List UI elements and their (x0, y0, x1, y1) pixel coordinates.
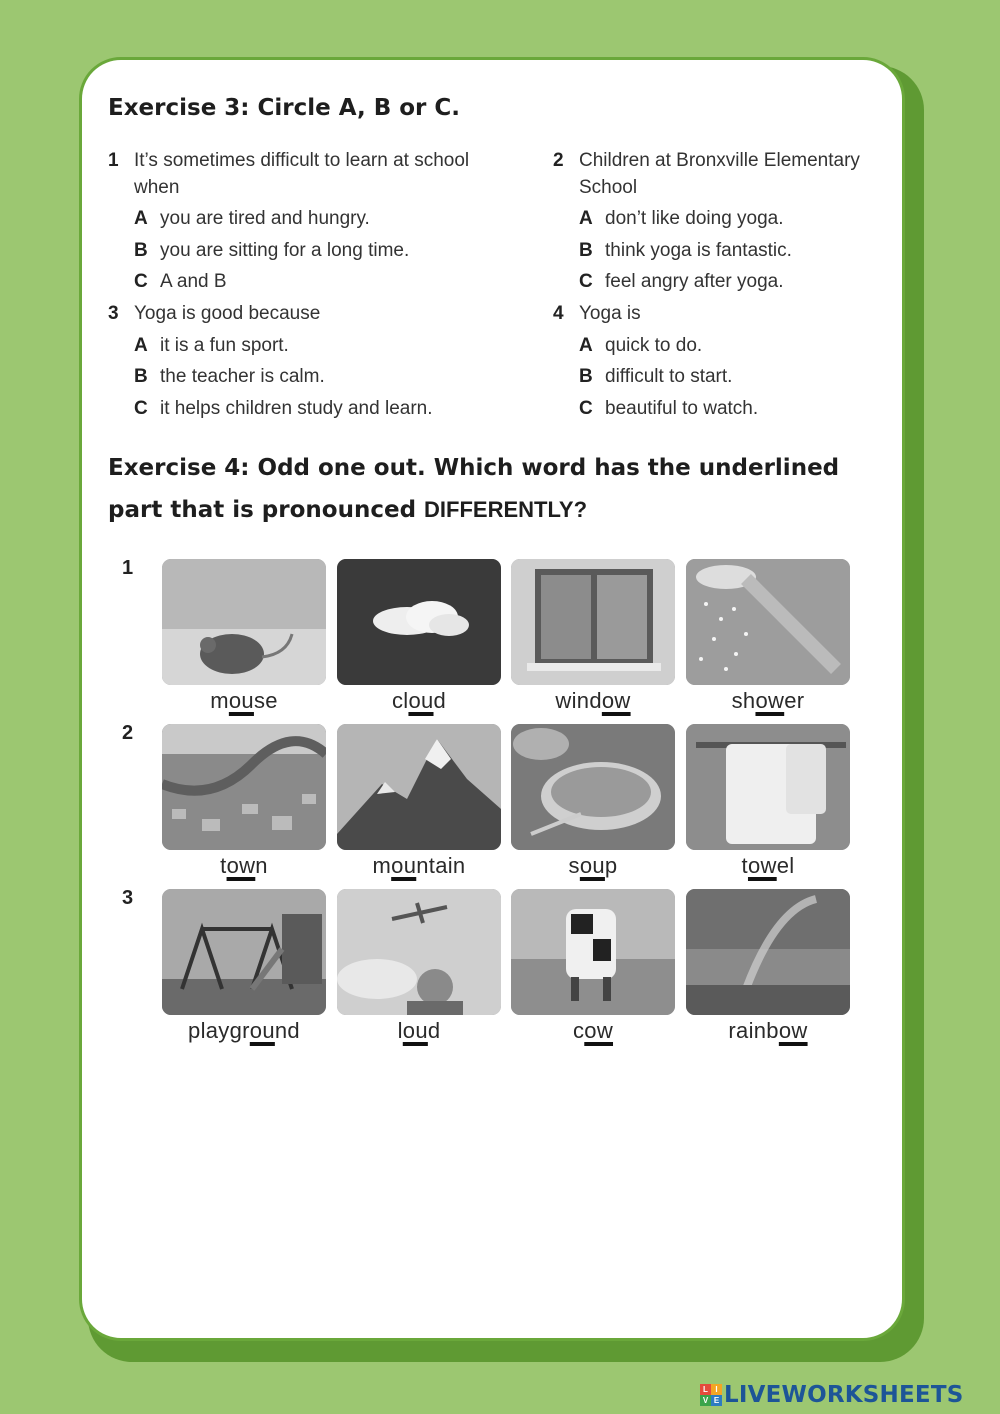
option-text: feel angry after yoga. (605, 271, 784, 292)
exercise4-title-line2 (108, 489, 587, 531)
exercise4-title-text: part that is pronounced (108, 497, 425, 523)
option-a[interactable] (579, 332, 702, 359)
underlined-part: ow (778, 1018, 808, 1043)
word-part: playgr (188, 1018, 250, 1043)
photo-graphic (337, 559, 501, 685)
row-number: 3 (122, 887, 134, 909)
logo-letter: L (700, 1384, 711, 1395)
soup-photo[interactable] (511, 724, 675, 850)
underlined-part: ou (249, 1018, 275, 1043)
liveworksheets-logo (700, 1378, 963, 1412)
mountain-photo[interactable] (337, 724, 501, 850)
option-b[interactable] (579, 363, 732, 390)
word-part: m (372, 853, 392, 878)
question-stem: Children at Bronxville Elementary School (579, 150, 860, 198)
cloud-photo[interactable] (337, 559, 501, 685)
option-letter: C (579, 398, 593, 419)
option-text: the teacher is calm. (160, 366, 325, 387)
option-c[interactable] (579, 268, 784, 295)
photo-graphic (686, 889, 850, 1015)
photo-graphic (686, 724, 850, 850)
word-part: rainb (728, 1018, 779, 1043)
row-number: 1 (122, 557, 134, 579)
word-part: er (784, 688, 805, 713)
underlined-part: ow (747, 853, 777, 878)
option-c[interactable] (134, 268, 227, 295)
mouse-photo[interactable] (162, 559, 326, 685)
photo-graphic (337, 724, 501, 850)
word-part: p (604, 853, 618, 878)
underlined-part: ow (226, 853, 256, 878)
word-part: m (210, 688, 229, 713)
underlined-part: ou (402, 1018, 428, 1043)
word-label[interactable] (511, 688, 675, 714)
underlined-part: ou (228, 688, 254, 713)
word-part: d (433, 688, 447, 713)
word-label[interactable] (686, 853, 850, 879)
option-text: don’t like doing yoga. (605, 208, 784, 229)
word-label[interactable] (686, 1018, 850, 1044)
word-part: nd (274, 1018, 300, 1043)
word-label[interactable] (337, 1018, 501, 1044)
option-b[interactable] (134, 237, 409, 264)
shower-photo[interactable] (686, 559, 850, 685)
underlined-part: ow (601, 688, 631, 713)
word-part: l (397, 1018, 403, 1043)
question-number: 1 (108, 150, 119, 171)
playground-photo[interactable] (162, 889, 326, 1015)
question-stem: Yoga is (579, 303, 641, 324)
photo-graphic (686, 559, 850, 685)
photo-graphic (162, 559, 326, 685)
option-letter: B (134, 240, 148, 261)
question-number: 2 (553, 150, 564, 171)
option-b[interactable] (134, 363, 325, 390)
option-letter: C (579, 271, 593, 292)
photo-graphic (337, 889, 501, 1015)
option-c[interactable] (134, 395, 433, 422)
window-photo[interactable] (511, 559, 675, 685)
underlined-part: ow (755, 688, 785, 713)
photo-graphic (162, 724, 326, 850)
word-label[interactable] (511, 1018, 675, 1044)
word-part: se (253, 688, 278, 713)
question-stem: It’s sometimes difficult to learn at school when (134, 150, 470, 198)
underlined-part: ou (408, 688, 434, 713)
word-part: n (255, 853, 268, 878)
option-text: difficult to start. (605, 366, 733, 387)
cow-photo[interactable] (511, 889, 675, 1015)
photo-graphic (511, 724, 675, 850)
photo-graphic (511, 559, 675, 685)
underlined-part: ou (391, 853, 417, 878)
logo-letter: E (711, 1395, 722, 1406)
option-a[interactable] (134, 205, 370, 232)
town-photo[interactable] (162, 724, 326, 850)
option-text: you are sitting for a long time. (160, 240, 410, 261)
option-letter: A (579, 335, 593, 356)
word-part: s (568, 853, 580, 878)
question-number: 4 (553, 303, 564, 324)
option-letter: B (579, 240, 593, 261)
word-part: ntain (416, 853, 466, 878)
option-letter: B (134, 366, 148, 387)
word-part: t (741, 853, 748, 878)
word-part: wind (555, 688, 602, 713)
photo-graphic (511, 889, 675, 1015)
word-part: cl (391, 688, 409, 713)
word-label[interactable] (162, 853, 326, 879)
word-part: sh (731, 688, 756, 713)
word-label[interactable] (511, 853, 675, 879)
option-letter: C (134, 271, 148, 292)
loud-photo[interactable] (337, 889, 501, 1015)
word-label[interactable] (337, 853, 501, 879)
option-text: quick to do. (605, 335, 703, 356)
question-number: 3 (108, 303, 119, 324)
question-stem: Yoga is good because (134, 303, 321, 324)
option-letter: A (134, 335, 148, 356)
option-b[interactable] (579, 237, 792, 264)
exercise3-title: Exercise 3: Circle A, B or C. (108, 95, 461, 121)
word-part: c (572, 1018, 585, 1043)
option-text: you are tired and hungry. (160, 208, 370, 229)
option-letter: B (579, 366, 593, 387)
row-number: 2 (122, 722, 134, 744)
logo-letter: I (711, 1384, 722, 1395)
word-label[interactable] (162, 1018, 326, 1044)
option-letter: A (579, 208, 593, 229)
option-text: A and B (160, 271, 227, 292)
photo-graphic (162, 889, 326, 1015)
towel-photo[interactable] (686, 724, 850, 850)
logo-letter: V (700, 1395, 711, 1406)
word-part: el (776, 853, 795, 878)
word-part: d (427, 1018, 441, 1043)
option-letter: C (134, 398, 148, 419)
underlined-part: ou (579, 853, 605, 878)
exercise4-title-line1: Exercise 4: Odd one out. Which word has the underlined (108, 455, 840, 481)
word-label[interactable] (337, 688, 501, 714)
logo-mark (700, 1384, 722, 1406)
option-text: it is a fun sport. (160, 335, 289, 356)
option-a[interactable] (579, 205, 784, 232)
brand-name: LIVEWORKSHEETS (724, 1382, 964, 1408)
word-label[interactable] (686, 688, 850, 714)
option-text: beautiful to watch. (605, 398, 759, 419)
word-part: t (220, 853, 227, 878)
option-c[interactable] (579, 395, 758, 422)
word-label[interactable] (162, 688, 326, 714)
option-a[interactable] (134, 332, 289, 359)
rainbow-photo[interactable] (686, 889, 850, 1015)
option-text: it helps children study and learn. (160, 398, 433, 419)
underlined-part: ow (584, 1018, 614, 1043)
option-text: think yoga is fantastic. (605, 240, 792, 261)
exercise4-title-emphasis: DIFFERENTLY? (424, 497, 588, 522)
option-letter: A (134, 208, 148, 229)
